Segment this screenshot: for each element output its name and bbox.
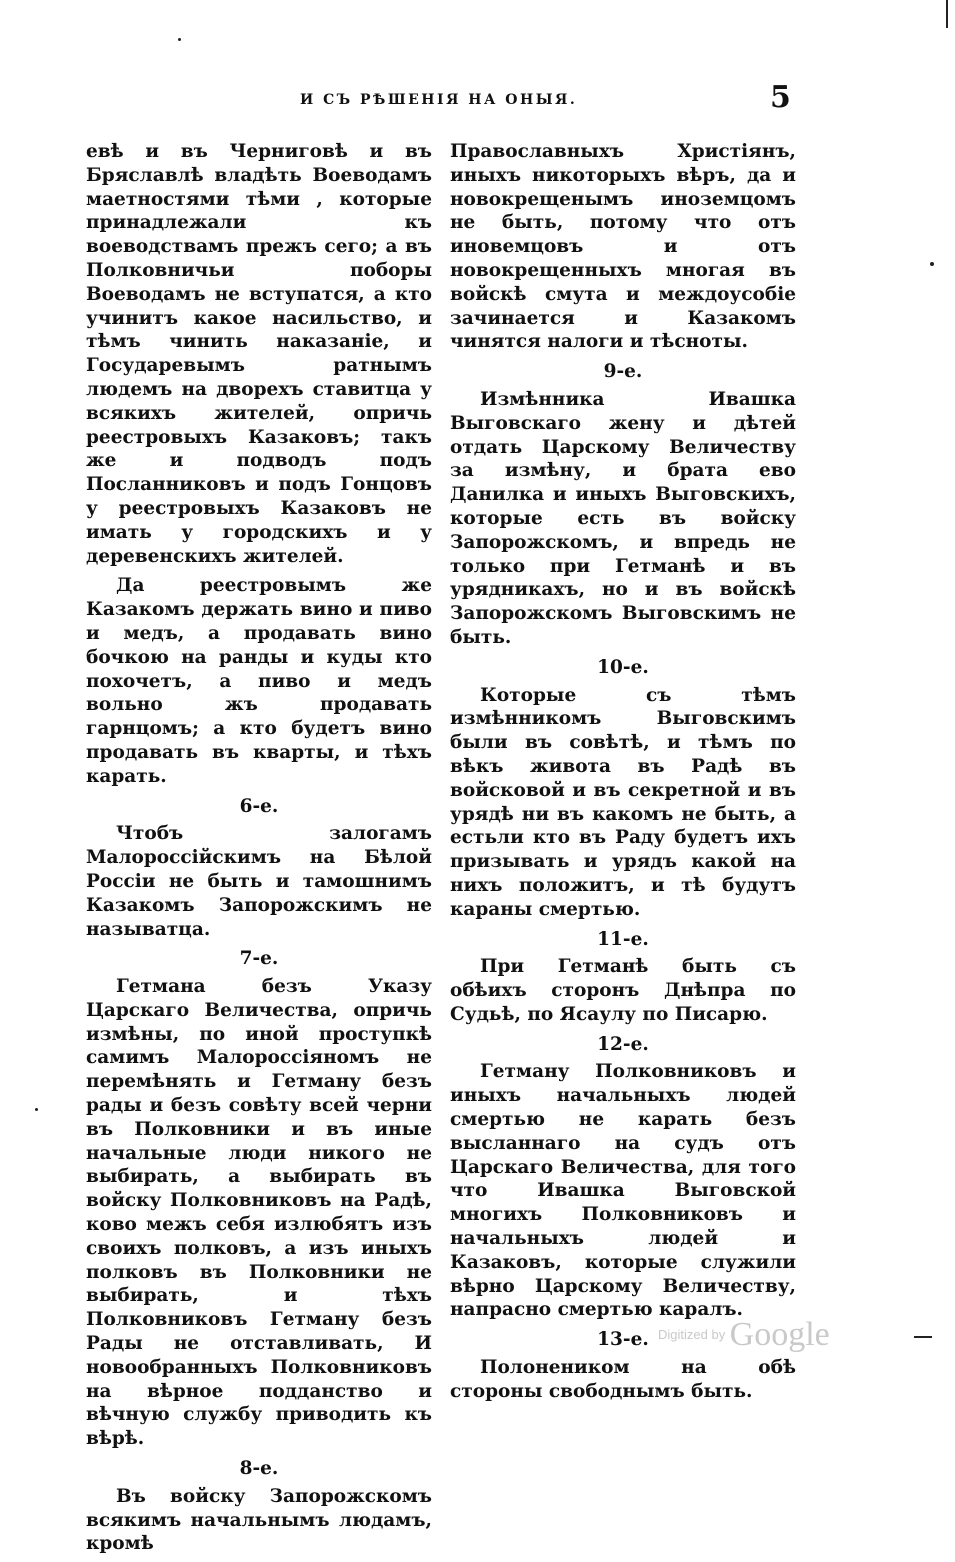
- paragraph: Гетмана безъ Указу Царскаго Величества, опричь измѣны, по иной проступкѣ самимъ Малороссіяномъ не перемѣнять и Гетману безъ рады и безъ совѣту всей черни въ Полковники и въ иные начальные люди никого не выбирать, а выбирать въ войску Полковниковъ на Радѣ, ково межъ себя излюбятъ изъ своихъ полковъ, а изъ иныхъ полковъ въ Полковники не выбирать, и тѣхъ Полковниковъ Гетману безъ Рады не отставливать, И новообранныхъ Полковниковъ на вѣрное подданство и вѣчную службу приводить къ вѣрѣ.: [86, 976, 432, 1450]
- page-number: 5: [770, 80, 791, 115]
- right-column: [450, 140, 796, 1410]
- article-heading-8: 8-е.: [239, 1458, 279, 1480]
- paragraph: При Гетманѣ быть съ обѣихъ сторонъ Днѣпра по Судьѣ, по Ясаулу по Писарю.: [450, 956, 796, 1025]
- ink-speck: [178, 38, 181, 41]
- ink-speck: [35, 1108, 38, 1111]
- article-heading-10: 10-е.: [597, 656, 649, 678]
- running-head: И СЪ РѢШЕНІЯ НА ОНЫЯ.: [300, 92, 578, 108]
- article-heading-13: 13-е.: [597, 1329, 649, 1351]
- paragraph: Гетману Полковниковъ и иныхъ начальныхъ людей смертью не карать безъ высланнаго на судъ отъ Царскаго Величества, для того что Ивашка Выговской многихъ Полковниковъ и начальныхъ людей и Казаковъ, которые служили вѣрно Царскому Величеству, напрасно смертью каралъ.: [450, 1061, 796, 1321]
- paragraph: Въ войску Запорожскомъ всякимъ начальнымъ людамъ, кромѣ: [86, 1485, 432, 1555]
- ink-speck: [930, 262, 934, 266]
- left-column: [86, 140, 432, 1562]
- article-heading-6: 6-е.: [239, 795, 279, 817]
- paragraph: евѣ и въ Черниговѣ и въ Бряславлѣ владѣть Воеводамъ маетностями тѣми , которые принадлежали къ воеводствамъ прежъ сего; а въ Полковничьи поборы Воеводамъ не вступатся, а кто учинитъ какое насильство, и тѣмъ чинить наказаніе, и Государевымъ ратнымъ людемъ на дворехъ ставитца у всякихъ жителей, опричь реестровыхъ Казаковъ; такъ же и подводъ подъ Посланниковъ и подъ Гонцовъ у реестровыхъ Казаковъ не имать у городскихъ и у деревенскихъ жителей.: [86, 141, 432, 567]
- scan-edge-mark: [946, 0, 948, 28]
- paragraph: Которые съ тѣмъ измѣнникомъ Выговскимъ были въ совѣтѣ, и тѣмъ по вѣкъ живота въ Радѣ въ войсковой и въ секретной и въ урядѣ ни въ какомъ не быть, а естьли кто въ Раду будетъ ихъ призывать и урядъ какой на нихъ положитъ, и тѣ будутъ караны смертью.: [450, 684, 796, 920]
- paragraph: Православныхъ Христіянъ, иныхъ никоторыхъ вѣръ, да и новокрещенымъ иноземцомъ не быть, потому что отъ иновемцовъ и отъ новокрещенныхъ многая въ войскѣ смута и междоусобіе зачинается и Казакомъ чинятся налоги и тѣсноты.: [450, 141, 796, 353]
- paragraph: Да реестровымъ же Казакомъ держать вино и пиво и медъ, а продавать вино бочкою на ранды и куды кто похочетъ, а пиво и медъ вольно жъ продавать гарнцомъ; а кто будетъ вино продавать въ кварты, и тѣхъ карать.: [86, 575, 432, 787]
- article-heading-7: 7-е.: [239, 948, 279, 970]
- watermark-prefix: Digitized by: [658, 1327, 726, 1342]
- paragraph: Чтобъ залогамъ Малороссійскимъ на Бѣлой Россіи не быть и тамошнимъ Казакомъ Запорожскимъ не называтца.: [86, 823, 432, 940]
- paragraph: Измѣнника Ивашка Выговскаго жену и дѣтей отдать Царскому Величеству за измѣну, и брата ево Данилка и иныхъ Выговскихъ, которые есть въ войску Запорожскомъ, и впредь не только при Гетманѣ и въ урядникахъ, но и въ войскѣ Запорожскомъ Выговскимъ не быть.: [450, 388, 796, 648]
- article-heading-9: 9-е.: [603, 361, 643, 383]
- google-logo: Google: [729, 1316, 830, 1353]
- article-heading-11: 11-е.: [597, 928, 649, 950]
- paragraph: Полонеником на обѣ стороны свободнымъ быть.: [450, 1357, 796, 1402]
- scan-edge-mark: [914, 1336, 932, 1338]
- digitized-watermark: [658, 1316, 830, 1354]
- article-heading-12: 12-е.: [597, 1033, 649, 1055]
